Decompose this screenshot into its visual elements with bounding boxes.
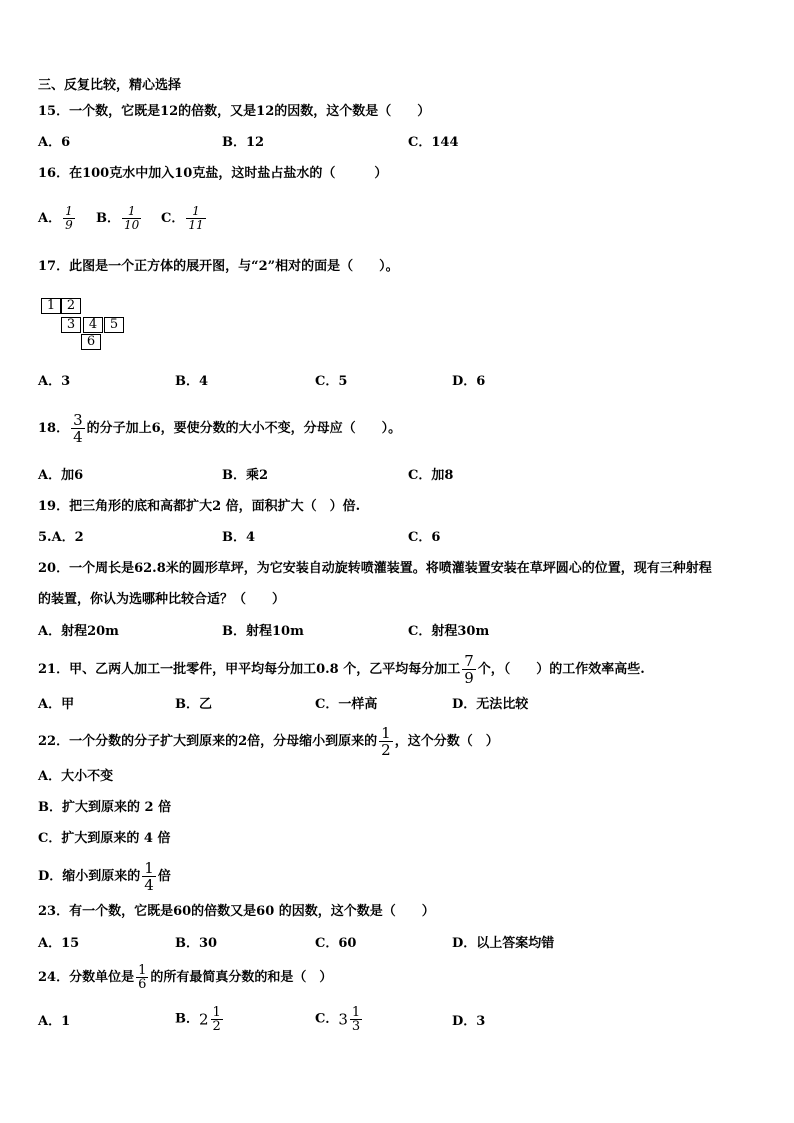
- mixed-number: [338, 1006, 364, 1033]
- question-number: 18．: [38, 421, 70, 436]
- option-a[interactable]: A．3: [38, 374, 71, 389]
- option-c[interactable]: [161, 205, 208, 232]
- question-15: 15．一个数，它既是12的倍数，又是12的因数，这个数是（ ）: [38, 104, 431, 119]
- fraction: [186, 205, 205, 232]
- denominator: 2: [381, 741, 391, 759]
- option-text: 倍: [157, 869, 171, 884]
- fraction: [379, 725, 393, 758]
- question-18: [38, 412, 401, 445]
- numerator: 1: [138, 963, 147, 978]
- question-19: 19．把三角形的底和高都扩大2 倍，面积扩大（ ）倍.: [38, 499, 361, 514]
- numerator: 1: [122, 205, 141, 219]
- question-text: 的所有最简真分数的和是（ ）: [150, 970, 333, 985]
- option-label: B．: [96, 211, 120, 226]
- fraction: [136, 964, 148, 991]
- net-face-6: 6: [81, 334, 101, 350]
- denominator: 9: [65, 218, 73, 232]
- option-a[interactable]: A．1: [38, 1014, 71, 1029]
- denominator: 3: [351, 1019, 361, 1034]
- option-label: A．: [38, 211, 62, 226]
- fraction: [63, 205, 75, 232]
- denominator: 2: [212, 1019, 221, 1034]
- question-17: 17．此图是一个正方体的展开图，与“2”相对的面是（ ）。: [38, 259, 399, 274]
- option-label: B．: [175, 1011, 199, 1027]
- fraction: [122, 205, 141, 232]
- question-23: 23．有一个数，它既是60的倍数又是60 的因数，这个数是（ ）: [38, 904, 435, 919]
- option-c[interactable]: C．一样高: [315, 697, 378, 712]
- numerator: 1: [351, 1005, 361, 1020]
- numerator: 1: [65, 204, 73, 218]
- section-title: 三、反复比较，精心选择: [38, 78, 182, 93]
- fraction: [211, 1006, 223, 1033]
- net-face-3: 3: [61, 317, 81, 333]
- option-d[interactable]: D．3: [452, 1014, 486, 1029]
- option-d[interactable]: [38, 860, 171, 893]
- option-label: D．缩小到原来的: [38, 869, 141, 884]
- denominator: 4: [144, 876, 154, 894]
- option-a[interactable]: A．15: [38, 936, 80, 951]
- question-22: [38, 725, 499, 758]
- option-b[interactable]: B．射程10m: [222, 624, 304, 639]
- option-c[interactable]: C．6: [408, 530, 441, 545]
- option-b[interactable]: B．乘2: [222, 468, 269, 483]
- option-b[interactable]: [175, 1006, 225, 1033]
- numerator: 1: [186, 205, 205, 219]
- option-label: C．: [161, 211, 185, 226]
- question-20: 20．一个周长是62.8米的圆形草坪，为它安装自动旋转喷灌装置。将喷灌装置安装在草坪圆心的位置，现有三种射程: [38, 561, 712, 576]
- numerator: 1: [381, 724, 391, 742]
- question-24: [38, 964, 332, 991]
- option-b[interactable]: B．30: [175, 936, 218, 951]
- option-a[interactable]: 5.A．2: [38, 530, 84, 545]
- question-text: 21．甲、乙两人加工一批零件，甲平均每分加工0.8 个，乙平均每分加工: [38, 662, 461, 677]
- net-face-5: 5: [104, 317, 124, 333]
- numerator: 1: [144, 859, 154, 877]
- mixed-number: [199, 1006, 225, 1033]
- option-a[interactable]: A．6: [38, 135, 71, 150]
- option-c[interactable]: C．射程30m: [408, 624, 490, 639]
- fraction: [350, 1006, 362, 1033]
- denominator: 6: [138, 977, 147, 992]
- numerator: 1: [212, 1005, 221, 1020]
- net-face-2: 2: [61, 298, 81, 314]
- option-a[interactable]: A．射程20m: [38, 624, 119, 639]
- option-c[interactable]: C．144: [408, 135, 459, 150]
- option-d[interactable]: D．无法比较: [452, 697, 529, 712]
- fraction: [71, 412, 85, 445]
- option-a[interactable]: A．甲: [38, 697, 75, 712]
- question-text: 的分子加上6，要使分数的大小不变，分母应（ ）。: [86, 421, 402, 436]
- option-b[interactable]: B．12: [222, 135, 265, 150]
- question-16: 16．在100克水中加入10克盐，这时盐占盐水的（ ）: [38, 166, 388, 181]
- question-text: 24．分数单位是: [38, 970, 135, 985]
- numerator: 7: [464, 652, 474, 670]
- net-face-1: 1: [41, 298, 61, 314]
- denominator: 11: [188, 218, 204, 232]
- whole-part: 2: [199, 1010, 209, 1029]
- option-c[interactable]: C．60: [315, 936, 357, 951]
- fraction: [142, 860, 156, 893]
- option-d[interactable]: D．6: [452, 374, 486, 389]
- option-b[interactable]: B．乙: [175, 697, 212, 712]
- question-21: [38, 653, 645, 686]
- option-c[interactable]: C．加8: [408, 468, 454, 483]
- question-text: 个，（ ）的工作效率高些.: [477, 662, 645, 677]
- option-c[interactable]: C．扩大到原来的 4 倍: [38, 831, 171, 846]
- option-a[interactable]: [38, 205, 77, 232]
- option-label: C．: [315, 1011, 339, 1027]
- option-b[interactable]: [96, 205, 143, 232]
- option-b[interactable]: B．扩大到原来的 2 倍: [38, 800, 172, 815]
- option-c[interactable]: C．5: [315, 374, 348, 389]
- fraction: [462, 653, 476, 686]
- question-text: ，这个分数（ ）: [394, 734, 499, 749]
- option-c[interactable]: [315, 1006, 364, 1033]
- option-b[interactable]: B．4: [222, 530, 256, 545]
- denominator: 9: [464, 669, 474, 687]
- question-20-continued: 的装置，你认为选哪种比较合适？（ ）: [38, 592, 286, 607]
- option-a[interactable]: A．大小不变: [38, 769, 114, 784]
- option-d[interactable]: D．以上答案均错: [452, 936, 555, 951]
- denominator: 4: [73, 428, 83, 446]
- option-b[interactable]: B．4: [175, 374, 209, 389]
- option-a[interactable]: A．加6: [38, 468, 84, 483]
- question-text: 22．一个分数的分子扩大到原来的2倍，分母缩小到原来的: [38, 734, 378, 749]
- whole-part: 3: [338, 1010, 348, 1029]
- net-face-4: 4: [83, 317, 103, 333]
- numerator: 3: [73, 411, 83, 429]
- cube-net-diagram: [41, 298, 131, 354]
- denominator: 10: [124, 218, 140, 232]
